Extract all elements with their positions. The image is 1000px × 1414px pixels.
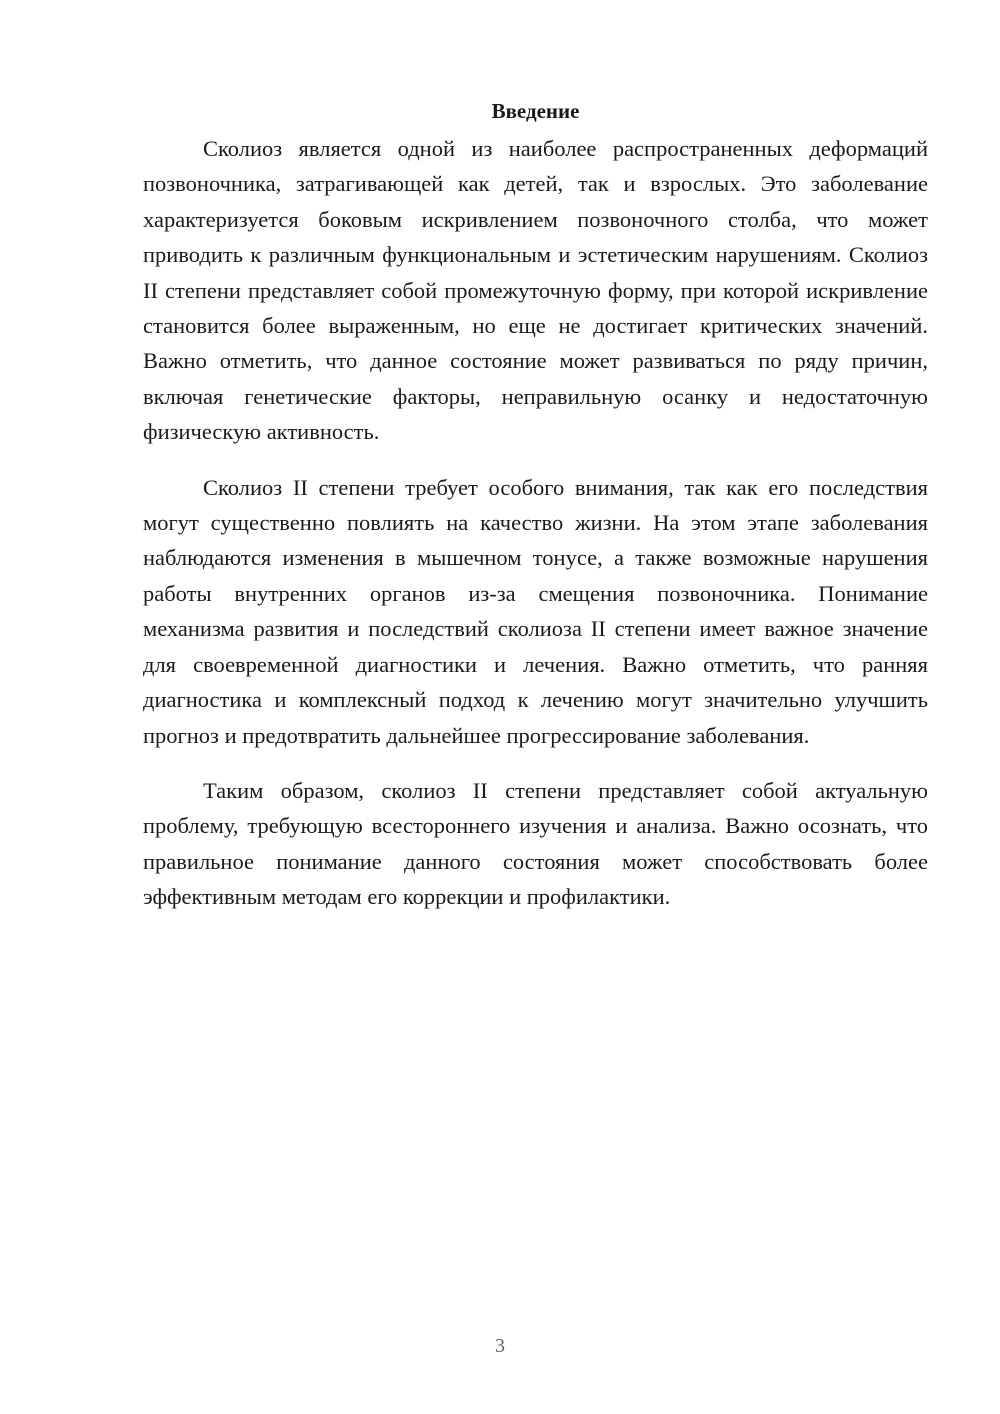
- paragraph-2: Сколиоз II степени требует особого внимания, так как его последствия могут существенно повлиять на качество жизни. На этом этапе заболевания наблюдаются изменения в мышечном тонусе, а также возможные нарушения работы внутренних органов из-за смещения позвоночника. Понимание механизма развития и последствий сколиоза II степени имеет важное значение для своевременной диагностики и лечения. Важно отметить, что ранняя диагностика и комплексный подход к лечению могут значительно улучшить прогноз и предотвратить дальнейшее прогрессирование заболевания.: [143, 474, 928, 748]
- page-content: [143, 94, 928, 935]
- paragraph-3: Таким образом, сколиоз II степени представляет собой актуальную проблему, требующую всестороннего изучения и анализа. Важно осознать, что правильное понимание данного состояния может способствовать более эффективным методам его коррекции и профилактики.: [143, 777, 928, 910]
- page-number: 3: [495, 1335, 505, 1357]
- section-title: Введение: [491, 99, 580, 123]
- paragraph-1: Сколиоз является одной из наиболее распространенных деформаций позвоночника, затрагивающей как детей, так и взрослых. Это заболевание характеризуется боковым искривлением позвоночного столба, что может приводить к различным функциональным и эстетическим нарушениям. Сколиоз II степени представляет собой промежуточную форму, при которой искривление становится более выраженным, но еще не достигает критических значений. Важно отметить, что данное состояние может развиваться по ряду причин, включая генетические факторы, неправильную осанку и недостаточную физическую активность.: [143, 136, 928, 445]
